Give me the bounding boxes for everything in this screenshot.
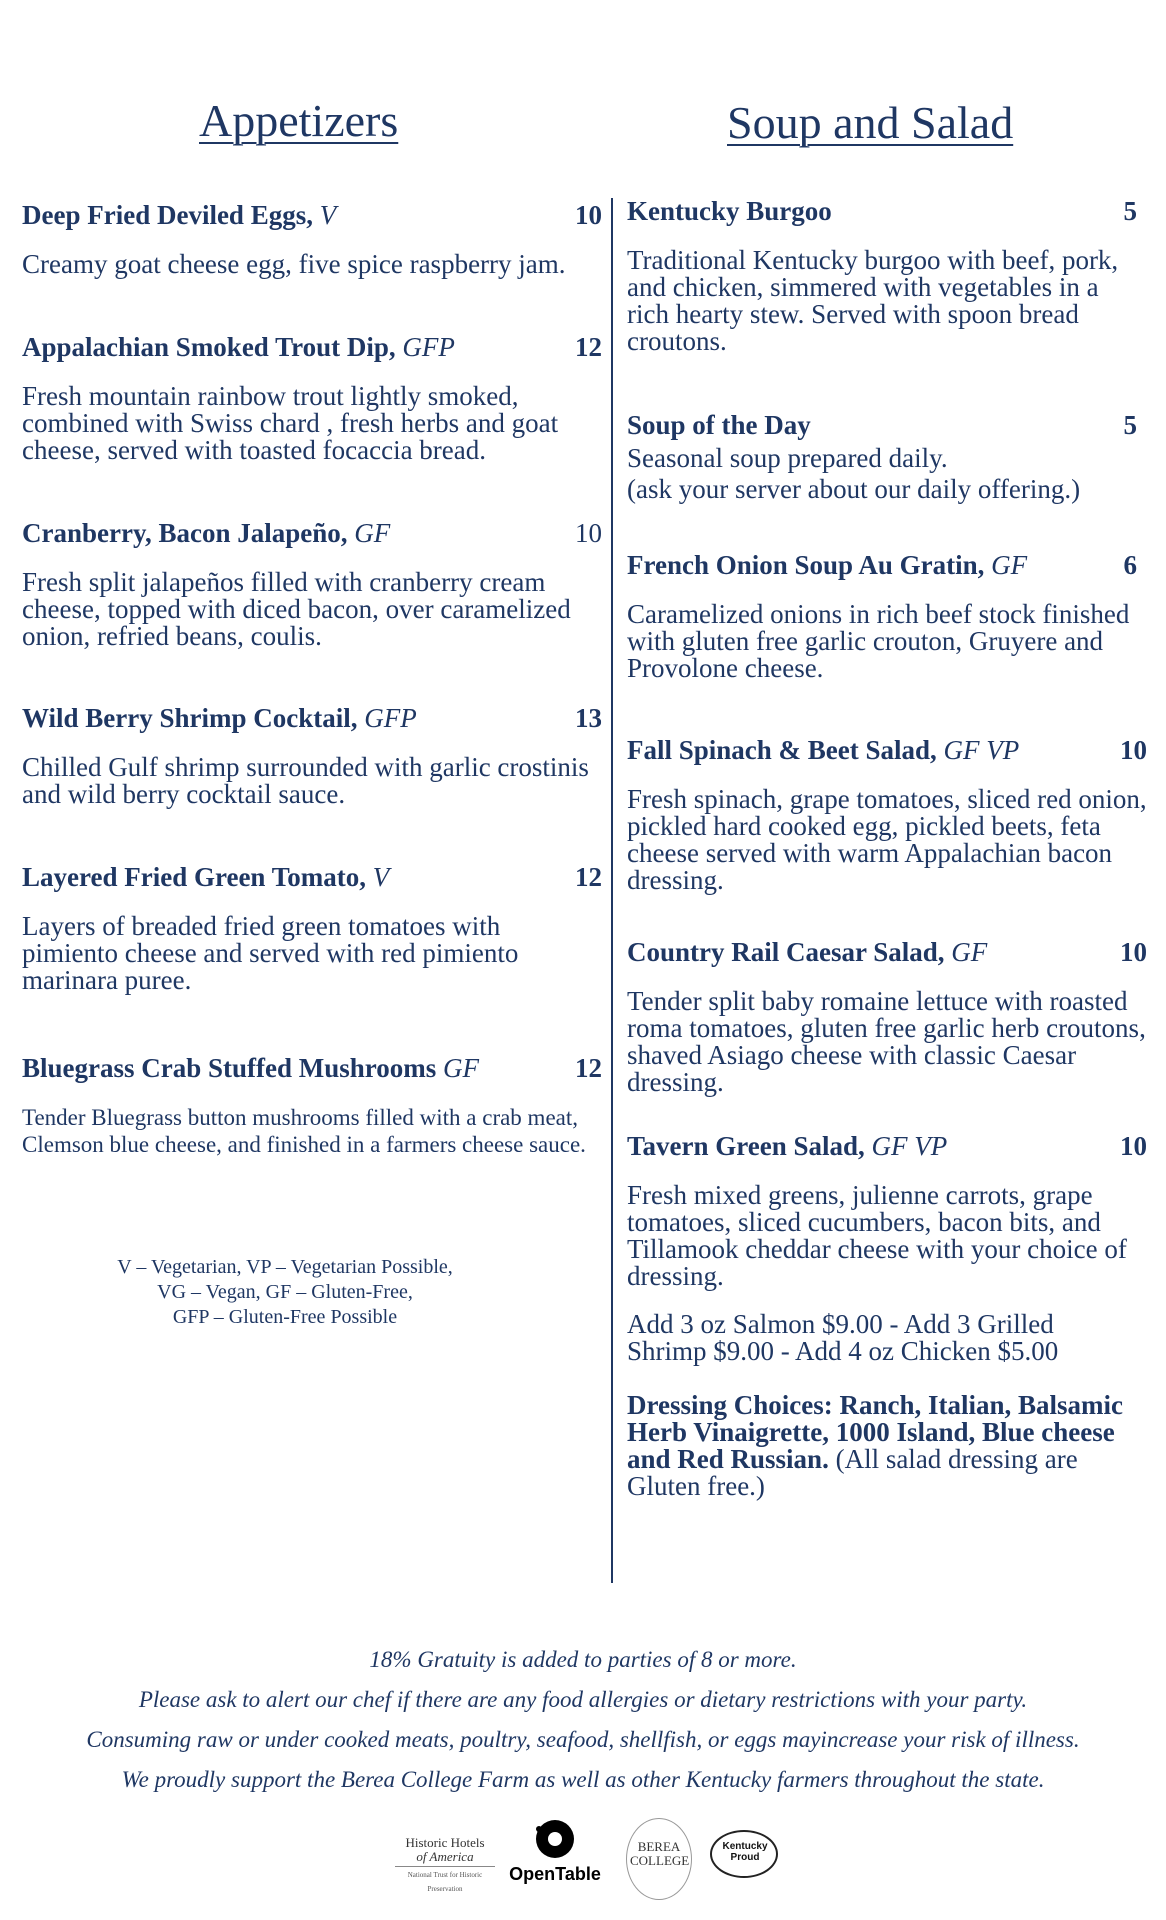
historic-hotels-logo [395,1836,495,1896]
item-tag: GF VP [943,735,1020,765]
dietary-legend [70,1255,500,1330]
item-tag: GFP [402,332,455,362]
item-description: Seasonal soup prepared daily. [627,443,948,473]
menu-item [627,735,1147,894]
item-price: 13 [575,703,602,733]
item-name: French Onion Soup Au Gratin, [627,550,985,580]
column-divider [611,198,613,1583]
logo-text: of America [416,1849,474,1864]
item-tag: GF [991,550,1028,580]
logo-text: Proud [730,1852,760,1863]
opentable-logo [505,1818,605,1885]
menu-item [627,1131,1147,1290]
item-tag: GF [443,1053,480,1083]
menu-item [22,518,602,650]
item-description: Caramelized onions in rich beef stock finished with gluten free garlic crouton, Gruyere and Provolone cheese. [627,599,1130,683]
opentable-icon [534,1818,576,1860]
menu-item [627,410,1137,503]
menu-item [22,703,602,808]
item-price: 12 [575,1053,602,1083]
item-description: Tender Bluegrass button mushrooms filled with a crab meat, Clemson blue cheese, and finished in a farmers cheese sauce. [22,1105,586,1157]
footer-notes [0,1640,1166,1800]
item-price: 10 [1120,937,1147,967]
item-price: 5 [1123,410,1137,440]
dressing-choices [627,1392,1137,1500]
legend-line: GFP – Gluten-Free Possible [172,1306,398,1328]
item-price: 5 [1123,196,1137,226]
item-description: Fresh split jalapeños filled with cranberry cream cheese, topped with diced bacon, over caramelized onion, refried beans, coulis. [22,567,571,651]
item-name: Tavern Green Salad, [627,1131,865,1161]
menu-item [627,937,1147,1096]
item-description: Fresh mixed greens, julienne carrots, grape tomatoes, sliced cucumbers, bacon bits, and Tillamook cheddar cheese with your choice of dressing. [627,1180,1127,1291]
item-name: Deep Fried Deviled Eggs, [22,200,313,230]
salad-addons: Add 3 oz Salmon $9.00 - Add 3 Grilled Shrimp $9.00 - Add 4 oz Chicken $5.00 [627,1309,1059,1366]
opentable-wordmark: OpenTable [509,1864,601,1884]
item-price: 12 [575,862,602,892]
item-price: 12 [575,332,602,362]
footer-line: 18% Gratuity is added to parties of 8 or more. [369,1647,797,1672]
menu-item [22,332,602,464]
footer-line: We proudly support the Berea College Farm as well as other Kentucky farmers throughout the state. [121,1767,1045,1792]
item-description: Tender split baby romaine lettuce with roasted roma tomatoes, gluten free garlic herb croutons, shaved Asiago cheese with classic Caesar dressing. [627,986,1146,1097]
partner-logos [0,1818,1166,1908]
item-tag: GFP [364,703,417,733]
item-price: 6 [1123,550,1137,580]
soup-salad-title: Soup and Salad [727,97,1014,148]
item-tag: GF [354,518,391,548]
item-name: Appalachian Smoked Trout Dip, [22,332,396,362]
item-description: Traditional Kentucky burgoo with beef, pork, and chicken, simmered with vegetables in a rich hearty stew. Served with spoon bread croutons. [627,245,1119,356]
item-name: Layered Fried Green Tomato, [22,862,366,892]
item-price: 10 [1120,735,1147,765]
legend-line: VG – Vegan, GF – Gluten-Free, [157,1281,413,1303]
logo-text: BEREA [637,1839,681,1854]
appetizers-title: Appetizers [199,95,399,146]
item-description: Creamy goat cheese egg, five spice raspberry jam. [22,249,566,279]
menu-item [627,550,1137,682]
kentucky-proud-logo [710,1830,780,1880]
footer-line: Consuming raw or under cooked meats, poultry, seafood, shellfish, or eggs mayincrease your risk of illness. [86,1727,1080,1752]
item-description: Fresh mountain rainbow trout lightly smoked, combined with Swiss chard , fresh herbs and goat cheese, served with toasted focaccia bread. [22,381,559,465]
logo-subtext: National Trust for Historic Preservation [395,1866,495,1896]
berea-college-seal [626,1818,696,1898]
item-description: Fresh spinach, grape tomatoes, sliced red onion, pickled hard cooked egg, pickled beets, feta cheese served with warm Appalachian bacon dressing. [627,784,1147,895]
item-description: Layers of breaded fried green tomatoes with pimiento cheese and served with red pimiento marinara puree. [22,911,519,995]
footer-line: Please ask to alert our chef if there are any food allergies or dietary restrictions with your party. [138,1687,1028,1712]
menu-item [22,1053,602,1158]
logo-text: Kentucky [722,1841,768,1852]
dressing-note: (All salad dressing are Gluten free.) [627,1444,1078,1501]
item-name: Soup of the Day [627,410,811,440]
logo-text: Historic Hotels [405,1835,485,1850]
logo-text: COLLEGE [630,1853,690,1868]
item-description-note: (ask your server about our daily offering.) [627,474,1081,504]
item-name: Bluegrass Crab Stuffed Mushrooms [22,1053,437,1083]
legend-line: V – Vegetarian, VP – Vegetarian Possible, [117,1256,453,1278]
item-price: 10 [1120,1131,1147,1161]
menu-item [22,200,602,278]
item-name: Kentucky Burgoo [627,196,832,226]
item-price: 10 [575,200,602,230]
item-tag: V [319,200,337,230]
item-tag: GF VP [871,1131,948,1161]
item-name: Cranberry, Bacon Jalapeño, [22,518,348,548]
item-tag: V [372,862,390,892]
dressing-list: Dressing Choices: Ranch, Italian, Balsamic Herb Vinaigrette, 1000 Island, Blue cheese and Red Russian. [627,1390,1124,1474]
item-name: Country Rail Caesar Salad, [627,937,945,967]
menu-item [22,862,602,994]
item-price: 10 [575,518,602,548]
menu-item [627,196,1137,355]
item-name: Fall Spinach & Beet Salad, [627,735,937,765]
item-name: Wild Berry Shrimp Cocktail, [22,703,358,733]
item-tag: GF [951,937,988,967]
item-description: Chilled Gulf shrimp surrounded with garlic crostinis and wild berry cocktail sauce. [22,752,589,809]
